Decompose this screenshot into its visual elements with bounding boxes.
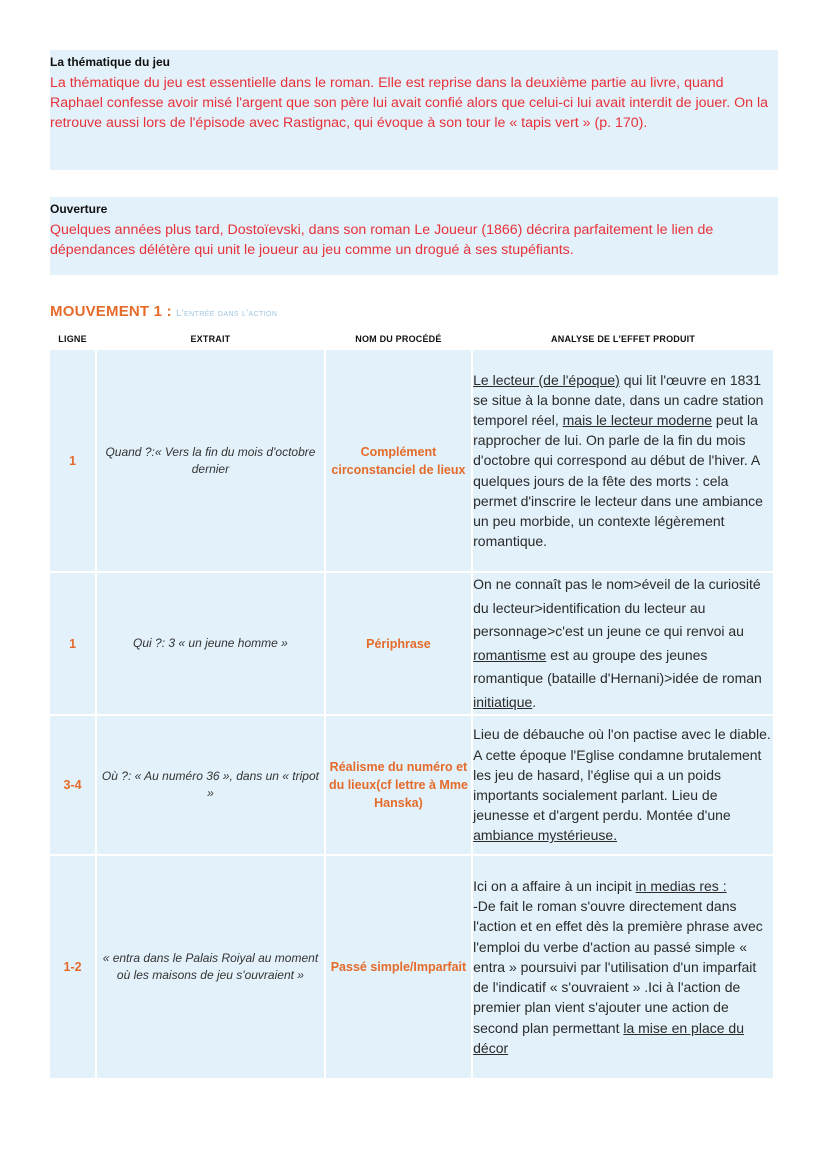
cell-analysis — [473, 350, 773, 571]
cell-analysis — [473, 856, 773, 1078]
cell-extract: « entra dans le Palais Roiyal au moment où les maisons de jeu s'ouvraient » — [97, 856, 324, 1078]
underlined-text: la mise en place du décor — [473, 1019, 744, 1056]
section-title: La thématique du jeu — [50, 55, 171, 69]
table-row — [50, 856, 773, 1078]
table-row — [50, 573, 773, 714]
cell-analysis — [473, 716, 773, 854]
underlined-text: ambiance mystérieuse. — [473, 827, 618, 844]
header-analyse: ANALYSE DE L'EFFET PRODUIT — [473, 330, 773, 348]
cell-device: Complément circonstanciel de lieux — [326, 350, 471, 571]
underlined-text: mais le lecteur moderne — [562, 411, 713, 428]
section-ouverture — [50, 197, 778, 275]
table-header-row — [50, 330, 773, 348]
cell-extract: Qui ?: 3 « un jeune homme » — [97, 573, 324, 714]
table-row — [50, 350, 773, 571]
cell-extract: Quand ?:« Vers la fin du mois d'octobre dernier — [97, 350, 324, 571]
header-procede: NOM DU PROCÉDÉ — [326, 330, 471, 348]
cell-device: Réalisme du numéro et du lieux(cf lettre à Mme Hanska) — [326, 716, 471, 854]
cell-analysis — [473, 573, 773, 714]
underlined-text: romantisme — [473, 646, 547, 663]
section-text: La thématique du jeu est essentielle dans le roman. Elle est reprise dans la deuxième partie au livre, quand Raphael confesse avoir misé l'argent que son père lui avait confié alors que celui-ci lui avait interdit de jouer. On la retrouve aussi lors de l'épisode avec Rastignac, qui évoque à son tour le « tapis vert » (p. 170). — [50, 75, 768, 131]
cell-line: 1 — [50, 350, 95, 571]
underlined-text: Le lecteur (de l'époque) — [473, 371, 620, 388]
cell-device: Périphrase — [326, 573, 471, 714]
analysis-text: -De fait le roman s'ouvre directement dans l'action et en effet dès la première phrase avec l'emploi du verbe d'action au passé simple « entra » poursuivi par l'utilisation d'un imparfait de l'indicatif « s'ouvraient » .Ici à l'action de premier plan vient s'ajouter une action de second plan permettant — [473, 898, 763, 1036]
cell-device: Passé simple/Imparfait — [326, 856, 471, 1078]
table-row — [50, 716, 773, 854]
movement-heading — [50, 303, 277, 320]
analysis-text: . — [532, 693, 537, 710]
analysis-text: Ici on a affaire à un incipit — [473, 878, 636, 895]
movement-subtitle: L'entrée dans l'action — [176, 308, 278, 319]
header-extrait: EXTRAIT — [97, 330, 324, 348]
movement-label: MOUVEMENT 1 : — [50, 303, 172, 320]
cell-line: 3-4 — [50, 716, 95, 854]
analysis-text: qui lit l'œuvre en 1831 se situe à la bonne date, dans un cadre station temporel réel, — [473, 371, 764, 428]
header-ligne: LIGNE — [50, 330, 95, 348]
analysis-table — [48, 328, 775, 1080]
analysis-text: peut la rapprocher de lui. On parle de la fin du mois d'octobre qui correspond au début de l'hiver. A quelques jours de la fête des morts : cela permet d'inscrire le lecteur dans une ambiance un peu morbide, un contexte légèrement romantique. — [473, 411, 763, 550]
cell-line: 1 — [50, 573, 95, 714]
section-theme-du-jeu — [50, 50, 778, 170]
analysis-text: est au groupe des jeunes romantique (bataille d'Hernani)>idée de roman — [473, 646, 762, 686]
analysis-text: On ne connaît pas le nom>éveil de la curiosité du lecteur>identification du lecteur au personnage>c'est un jeune ce qui renvoi au — [473, 576, 761, 639]
underlined-text: initiatique — [473, 693, 533, 710]
cell-line: 1-2 — [50, 856, 95, 1078]
cell-extract: Où ?: « Au numéro 36 », dans un « tripot » — [97, 716, 324, 854]
analysis-text: Lieu de débauche où l'on pactise avec le diable. A cette époque l'Eglise condamne brutalement les jeu de hasard, l'église qui a un poids importants socialement parlant. Lieu de jeunesse et d'argent perdu. Montée d'une — [473, 726, 771, 824]
section-text: Quelques années plus tard, Dostoïevski, dans son roman Le Joueur (1866) décrira parfaitement le lien de dépendances délétère qui unit le joueur au jeu comme un drogué à ses stupéfiants. — [50, 222, 714, 258]
section-title: Ouverture — [50, 202, 108, 216]
underlined-text: in medias res : — [635, 878, 727, 895]
